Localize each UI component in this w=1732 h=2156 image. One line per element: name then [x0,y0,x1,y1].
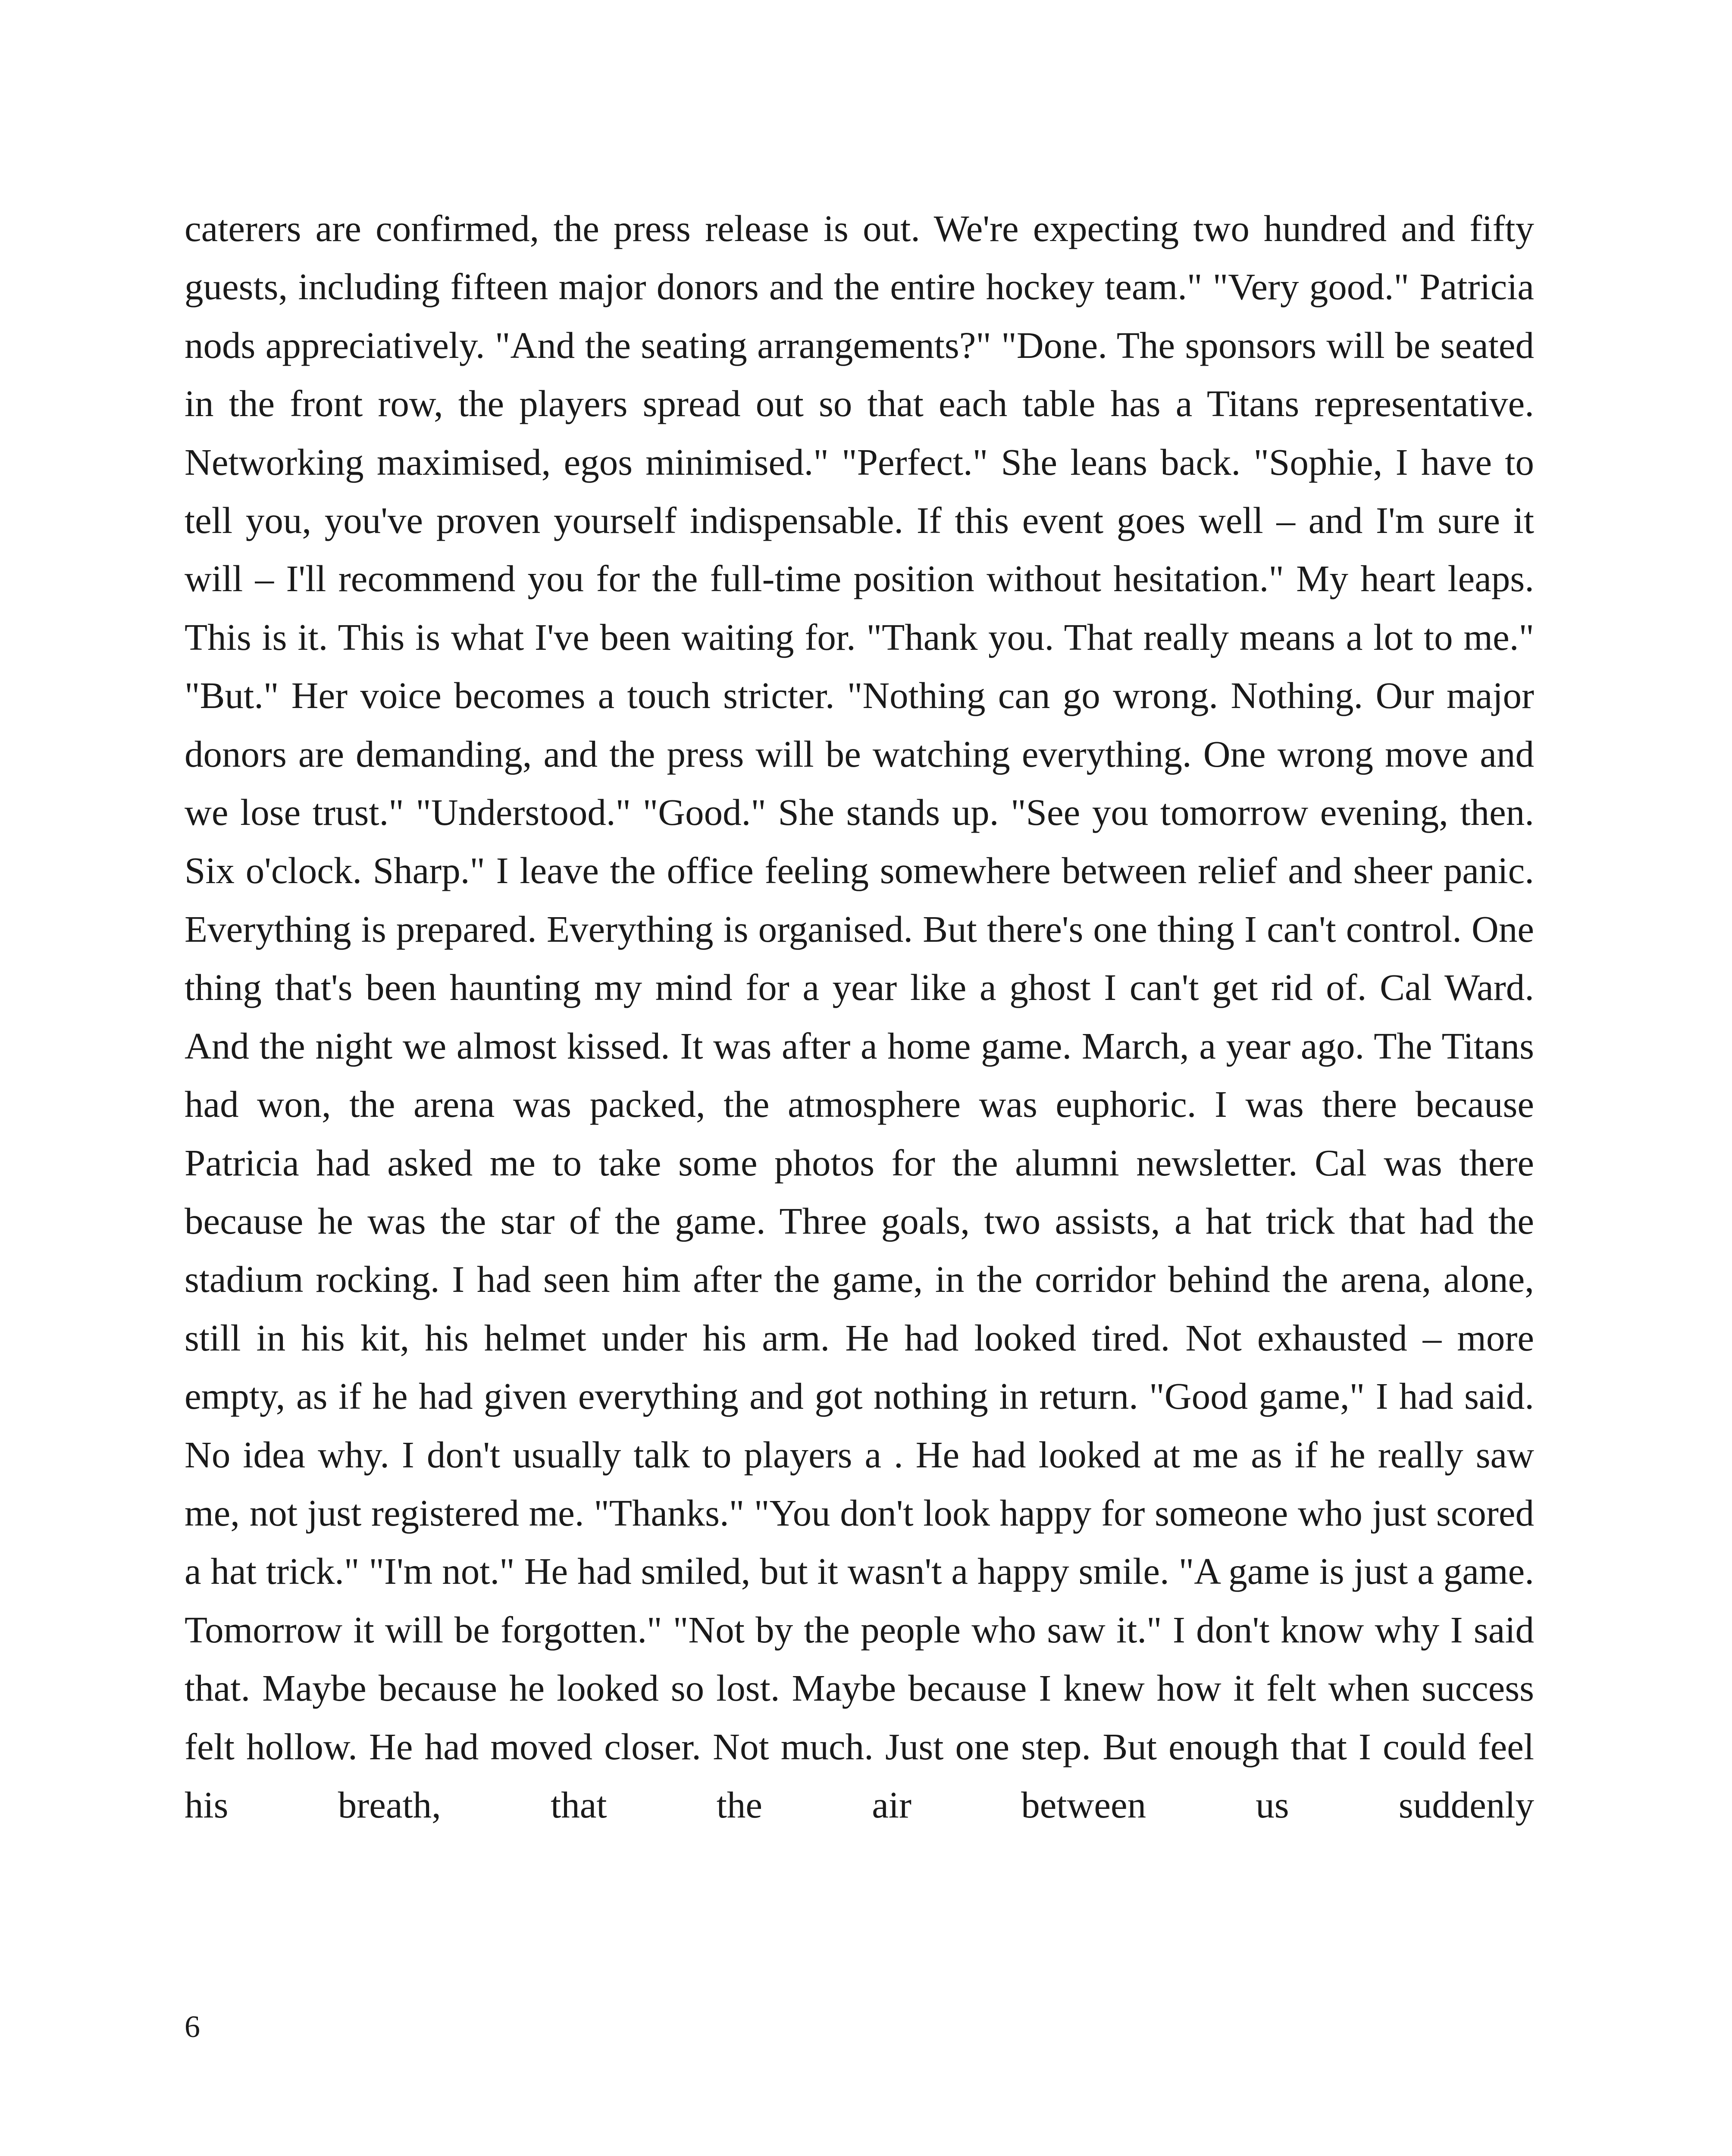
body-paragraph: caterers are confirmed, the press release is out. We're expecting two hundred and fifty guests, including fifteen major donors and the entire hockey team." "Very good." Patricia nods appreciatively. "And the seating arrangements?" "Done. The sponsors will be seated in the front row, the players spread out so that each table has a Titans representative. Networking maximised, egos minimised." "Perfect." She leans back. "Sophie, I have to tell you, you've proven yourself indispensable. If this event goes well – and I'm sure it will – I'll recommend you for the full-time position without hesitation." My heart leaps. This is it. This is what I've been waiting for. "Thank you. That really means a lot to me." "But." Her voice becomes a touch stricter. "Nothing can go wrong. Nothing. Our major donors are demanding, and the press will be watching everything. One wrong move and we lose trust." "Understood." "Good." She stands up. "See you tomorrow evening, then. Six o'clock. Sharp." I leave the office feeling somewhere between relief and sheer panic. Everything is prepared. Everything is organised. But there's one thing I can't control. One thing that's been haunting my mind for a year like a ghost I can't get rid of. Cal Ward. And the night we almost kissed. It was after a home game. March, a year ago. The Titans had won, the arena was packed, the atmosphere was euphoric. I was there because Patricia had asked me to take some photos for the alumni newsletter. Cal was there because he was the star of the game. Three goals, two assists, a hat trick that had the stadium rocking. I had seen him after the game, in the corridor behind the arena, alone, still in his kit, his helmet under his arm. He had looked tired. Not exhausted – more empty, as if he had given everything and got nothing in return. "Good game," I had said. No idea why. I don't usually talk to players a . He had looked at me as if he really saw me, not just registered me. "Thanks." "You don't look happy for someone who just scored a hat trick." "I'm not." He had smiled, but it wasn't a happy smile. "A game is just a game. Tomorrow it will be forgotten." "Not by the people who saw it." I don't know why I said that. Maybe because he looked so lost. Maybe because I knew how it felt when success felt hollow. He had moved closer. Not much. Just one step. But enough that I could feel his breath, that the air between us suddenly [185,207,1534,1826]
page-number: 6 [185,2009,200,2044]
